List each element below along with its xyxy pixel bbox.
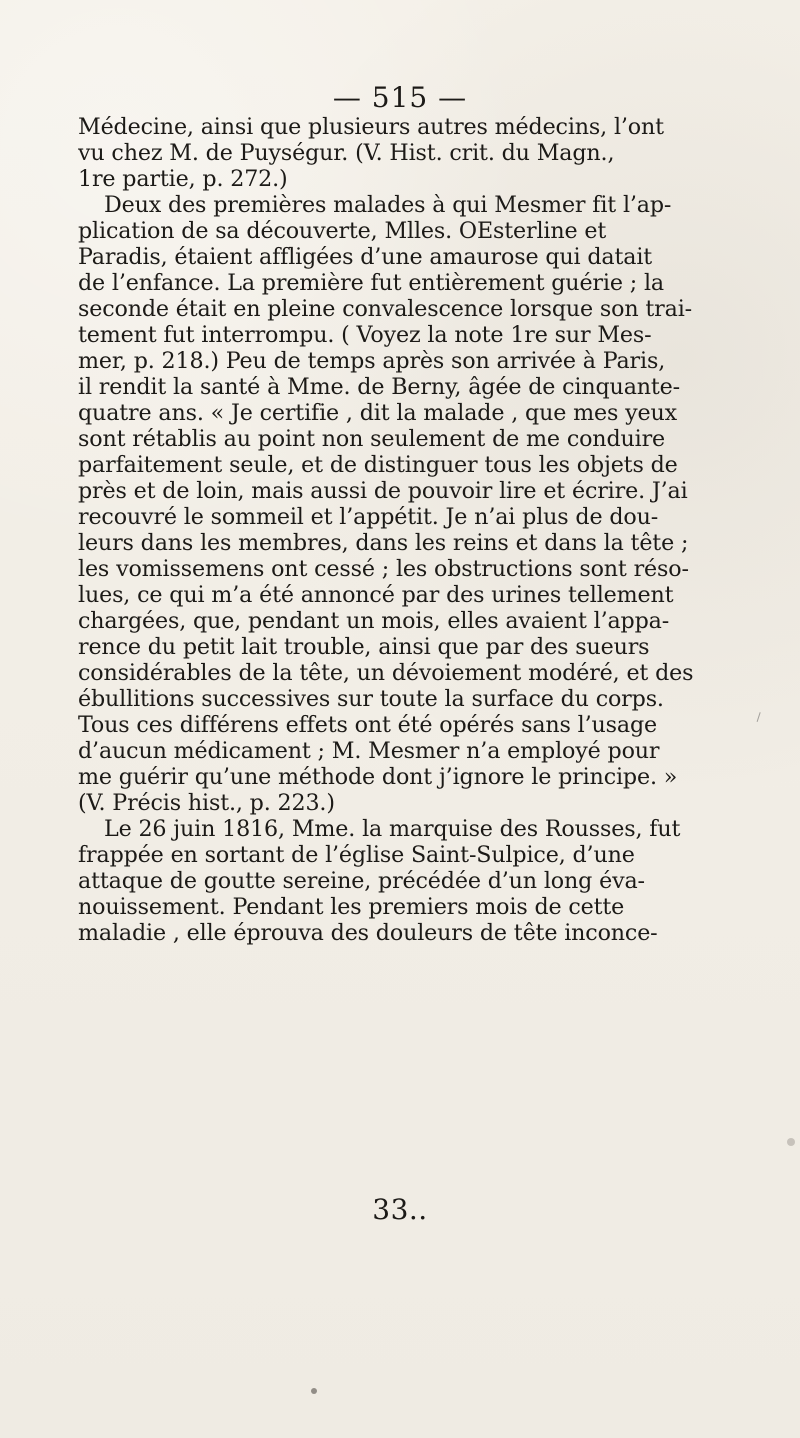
signature-mark: 33.. [372, 1193, 428, 1226]
text-line: vu chez M. de Puységur. (V. Hist. crit. du Magn., [78, 140, 615, 166]
text-line: chargées, que, pendant un mois, elles avaient l’appa- [78, 608, 670, 634]
text-line: mer, p. 218.) Peu de temps après son arrivée à Paris, [78, 348, 666, 374]
page-number-header: — 515 — [332, 81, 468, 114]
text-line: sont rétablis au point non seulement de me conduire [78, 426, 666, 452]
text-line: quatre ans. « Je certifie , dit la malade , que mes yeux [78, 400, 677, 426]
text-line: Deux des premières malades à qui Mesmer fit l’ap- [104, 192, 672, 218]
paper-speck [787, 1138, 795, 1146]
text-line: nouissement. Pendant les premiers mois de cette [78, 894, 625, 920]
text-line: attaque de goutte sereine, précédée d’un long éva- [78, 868, 645, 894]
text-line: ébullitions successives sur toute la surface du corps. [78, 686, 664, 712]
text-line: Tous ces différens effets ont été opérés sans l’usage [78, 712, 658, 738]
text-line: 1re partie, p. 272.) [78, 166, 288, 192]
text-line: plication de sa découverte, Mlles. OEsterline et [78, 218, 607, 244]
text-line: seconde était en pleine convalescence lorsque son trai- [78, 296, 692, 322]
ink-dot [311, 1388, 317, 1394]
text-line: de l’enfance. La première fut entièrement guérie ; la [78, 270, 664, 296]
text-line: maladie , elle éprouva des douleurs de tête inconce- [78, 920, 658, 946]
text-line: me guérir qu’une méthode dont j’ignore le principe. » [78, 764, 678, 790]
text-line: (V. Précis hist., p. 223.) [78, 790, 335, 816]
text-line: considérables de la tête, un dévoiement modéré, et des [78, 660, 694, 686]
text-line: Le 26 juin 1816, Mme. la marquise des Rousses, fut [104, 816, 681, 842]
text-line: parfaitement seule, et de distinguer tous les objets de [78, 452, 678, 478]
text-line: Médecine, ainsi que plusieurs autres médecins, l’ont [78, 114, 664, 140]
text-line: recouvré le sommeil et l’appétit. Je n’ai plus de dou- [78, 504, 659, 530]
text-line: les vomissemens ont cessé ; les obstructions sont réso- [78, 556, 689, 582]
margin-mark [757, 712, 767, 724]
body-text [78, 114, 756, 946]
text-line: d’aucun médicament ; M. Mesmer n’a employé pour [78, 738, 660, 764]
text-line: frappée en sortant de l’église Saint-Sulpice, d’une [78, 842, 635, 868]
text-line: rence du petit lait trouble, ainsi que par des sueurs [78, 634, 650, 660]
text-line: leurs dans les membres, dans les reins et dans la tête ; [78, 530, 689, 556]
text-line: près et de loin, mais aussi de pouvoir lire et écrire. J’ai [78, 478, 688, 504]
text-line: lues, ce qui m’a été annoncé par des urines tellement [78, 582, 674, 608]
text-line: il rendit la santé à Mme. de Berny, âgée de cinquante- [78, 374, 681, 400]
text-line: tement fut interrompu. ( Voyez la note 1re sur Mes- [78, 322, 652, 348]
text-line: Paradis, étaient affligées d’une amaurose qui datait [78, 244, 653, 270]
